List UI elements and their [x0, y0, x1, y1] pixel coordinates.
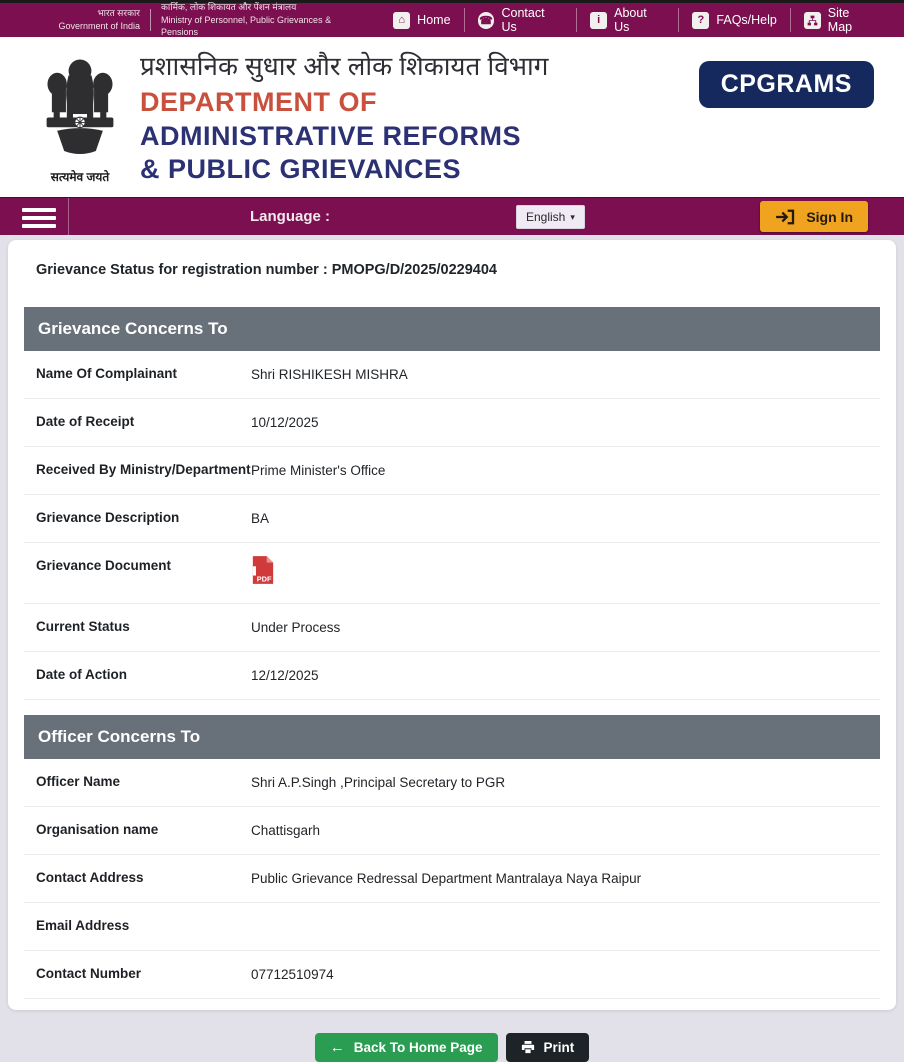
- table-row: Received By Ministry/Department Prime Minister's Office: [24, 447, 880, 495]
- table-row: Organisation name Chattisgarh: [24, 807, 880, 855]
- section-title: Grievance Concerns To: [24, 307, 880, 351]
- grievance-status-card: [8, 240, 896, 1056]
- department-title-block: [140, 47, 548, 187]
- left-arrow-icon: ←: [329, 1038, 345, 1056]
- gov-topbar: [0, 3, 904, 37]
- chevron-down-icon: ▾: [570, 211, 575, 222]
- topbar-link-site-map[interactable]: Site Map: [791, 3, 890, 37]
- gov-india-block: [0, 7, 150, 32]
- table-row: Grievance Description BA: [24, 495, 880, 543]
- phone-icon: ☎: [478, 12, 495, 29]
- svg-text:PDF: PDF: [256, 574, 272, 584]
- pdf-document-icon[interactable]: [251, 555, 275, 591]
- ministry-block: [151, 1, 380, 39]
- ministry-english: Ministry of Personnel, Public Grievances & Pensions: [161, 14, 332, 38]
- status-badge: Under Process: [251, 620, 341, 636]
- sign-in-icon: [775, 209, 795, 225]
- officer-concerns-section: [24, 715, 880, 999]
- table-row: Name Of Complainant Shri RISHIKESH MISHRA: [24, 351, 880, 399]
- topbar-link-faqs-help[interactable]: ? FAQs/Help: [679, 3, 789, 37]
- topbar-link-contact-us[interactable]: ☎ Contact Us: [479, 6, 545, 34]
- table-row: Date of Action 12/12/2025: [24, 652, 880, 700]
- table-row: Officer Name Shri A.P.Singh ,Principal Secretary to PGR: [24, 759, 880, 807]
- home-icon: ⌂: [393, 12, 410, 29]
- department-title-hindi: प्रशासनिक सुधार और लोक शिकायत विभाग: [140, 50, 549, 81]
- info-icon: i: [590, 12, 607, 29]
- sign-in-button[interactable]: Sign In: [760, 201, 868, 232]
- table-row: Grievance Document PDF: [24, 543, 880, 605]
- table-row: Contact Address Public Grievance Redressal Department Mantralaya Naya Raipur: [24, 855, 880, 903]
- footer-actions: [8, 1033, 896, 1062]
- gov-india-english: Government of India: [58, 21, 140, 31]
- ashoka-emblem: [30, 49, 130, 185]
- grievance-concerns-section: [24, 307, 880, 700]
- gov-india-hindi: भारत सरकार: [97, 8, 140, 19]
- main-navbar: [0, 197, 904, 235]
- back-to-home-button[interactable]: ← Back To Home Page: [315, 1033, 498, 1062]
- site-header: [0, 37, 904, 197]
- print-button[interactable]: Print: [506, 1033, 590, 1062]
- language-dropdown[interactable]: English ▾: [516, 205, 585, 229]
- language-label: Language :: [250, 208, 331, 225]
- printer-icon: [521, 1040, 535, 1054]
- public-grievances-line: & PUBLIC GRIEVANCES: [140, 154, 462, 185]
- topbar-link-about-us[interactable]: i About Us: [577, 3, 678, 37]
- table-row: Contact Number 07712510974: [24, 951, 880, 999]
- table-row: Email Address: [24, 903, 880, 951]
- page-title: Grievance Status for registration number : PMOPG/D/2025/0229404: [36, 262, 497, 278]
- table-row: Current Status Under Process: [24, 604, 880, 652]
- question-icon: ?: [692, 12, 709, 29]
- section-title: Officer Concerns To: [24, 715, 880, 759]
- menu-button[interactable]: [20, 206, 58, 230]
- table-row: Date of Receipt 10/12/2025: [24, 399, 880, 447]
- satyameva-jayate-caption: सत्यमेव जयते: [50, 170, 110, 184]
- administrative-reforms-line: ADMINISTRATIVE REFORMS: [140, 120, 521, 151]
- cpgrams-logo: CPGRAMS: [699, 61, 874, 108]
- topbar-link-home[interactable]: ⌂ Home: [380, 3, 463, 37]
- sitemap-icon: [804, 12, 821, 29]
- ministry-hindi: कार्मिक, लोक शिकायत और पेंशन मंत्रालय: [161, 2, 297, 13]
- department-of-line: DEPARTMENT OF: [140, 86, 377, 117]
- lion-capital-icon: [36, 49, 124, 165]
